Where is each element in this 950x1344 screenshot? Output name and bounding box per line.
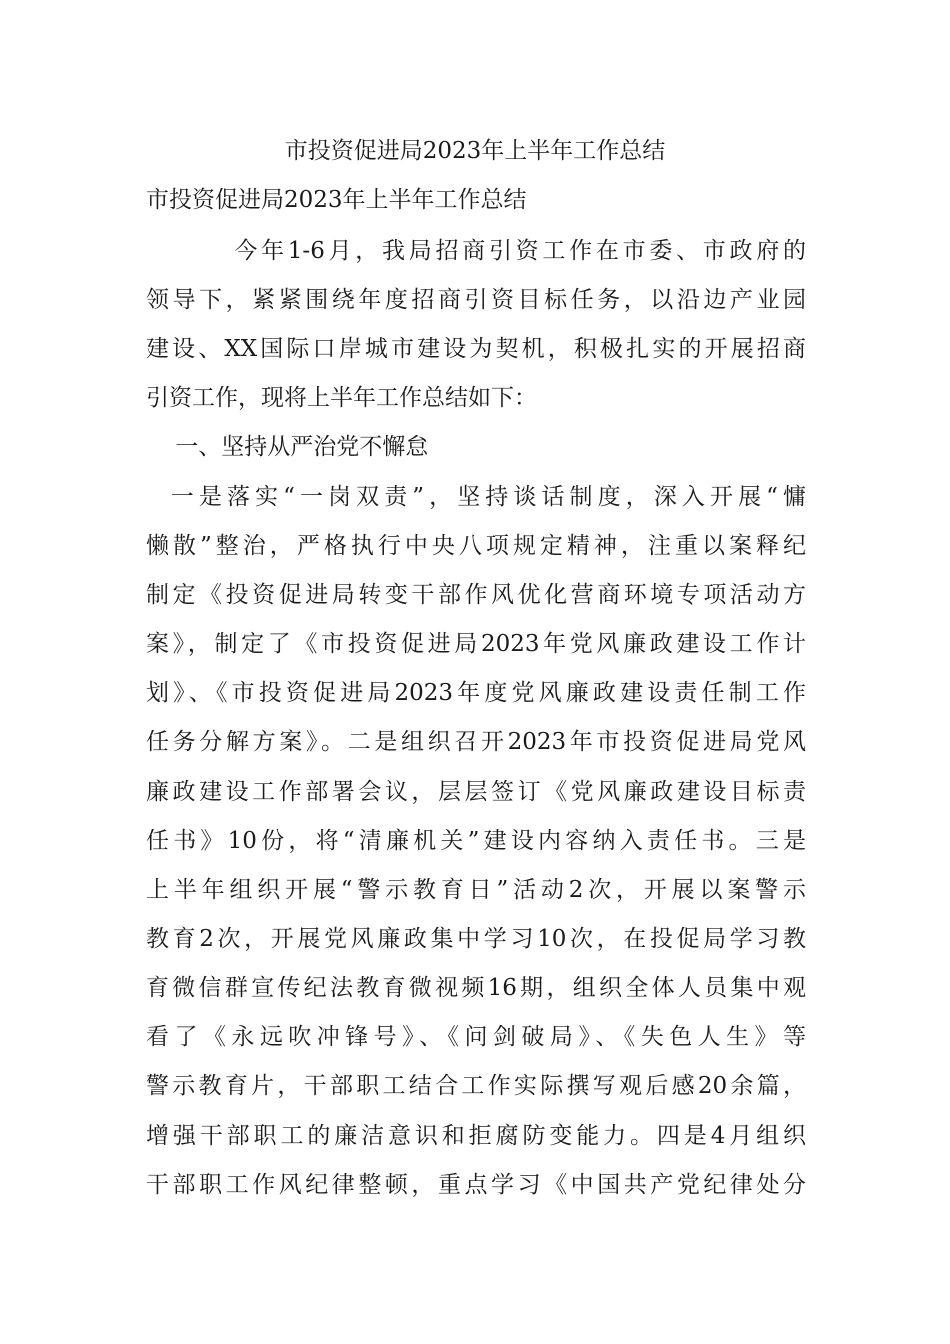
- paragraph-line: 警示教育片，干部职工结合工作实际撰写观后感20余篇，: [146, 1073, 806, 1099]
- paragraph-line: 今年1-6月，我局招商引资工作在市委、市政府的: [146, 238, 806, 264]
- document-subtitle: 市投资促进局2023年上半年工作总结: [146, 187, 527, 213]
- paragraph-line: 懒散”整治，严格执行中央八项规定精神，注重以案释纪: [146, 533, 806, 559]
- paragraph-line: 增强干部职工的廉洁意识和拒腐防变能力。四是4月组织: [146, 1123, 806, 1149]
- paragraph-line: 建设、XX国际口岸城市建设为契机，积极扎实的开展招商: [146, 336, 806, 362]
- document-title: 市投资促进局2023年上半年工作总结: [284, 138, 666, 164]
- paragraph-line: 引资工作，现将上半年工作总结如下：: [146, 385, 537, 411]
- paragraph-line: 任书》10份，将“清廉机关”建设内容纳入责任书。三是: [146, 828, 806, 854]
- paragraph-line: 案》，制定了《市投资促进局2023年党风廉政建设工作计: [146, 631, 806, 657]
- paragraph-line: 上半年组织开展“警示教育日”活动2次，开展以案警示: [146, 877, 806, 903]
- paragraph-line: 教育2次，开展党风廉政集中学习10次，在投促局学习教: [146, 926, 806, 952]
- section-heading: 一、坚持从严治党不懈怠: [146, 434, 429, 460]
- paragraph-line: 一是落实“一岗双责”，坚持谈话制度，深入开展“慵: [146, 484, 806, 510]
- paragraph-line: 廉政建设工作部署会议，层层签订《党风廉政建设目标责: [146, 779, 806, 805]
- paragraph-line: 看了《永远吹冲锋号》、《问剑破局》、《失色人生》等: [146, 1024, 806, 1050]
- paragraph-line: 领导下，紧紧围绕年度招商引资目标任务，以沿边产业园: [146, 287, 806, 313]
- paragraph-line: 干部职工作风纪律整顿，重点学习《中国共产党纪律处分: [146, 1172, 806, 1198]
- paragraph-line: 制定《投资促进局转变干部作风优化营商环境专项活动方: [146, 582, 806, 608]
- paragraph-line: 划》、《市投资促进局2023年度党风廉政建设责任制工作: [146, 680, 806, 706]
- paragraph-line: 育微信群宣传纪法教育微视频16期，组织全体人员集中观: [146, 975, 806, 1001]
- paragraph-line: 任务分解方案》。二是组织召开2023年市投资促进局党风: [146, 729, 806, 755]
